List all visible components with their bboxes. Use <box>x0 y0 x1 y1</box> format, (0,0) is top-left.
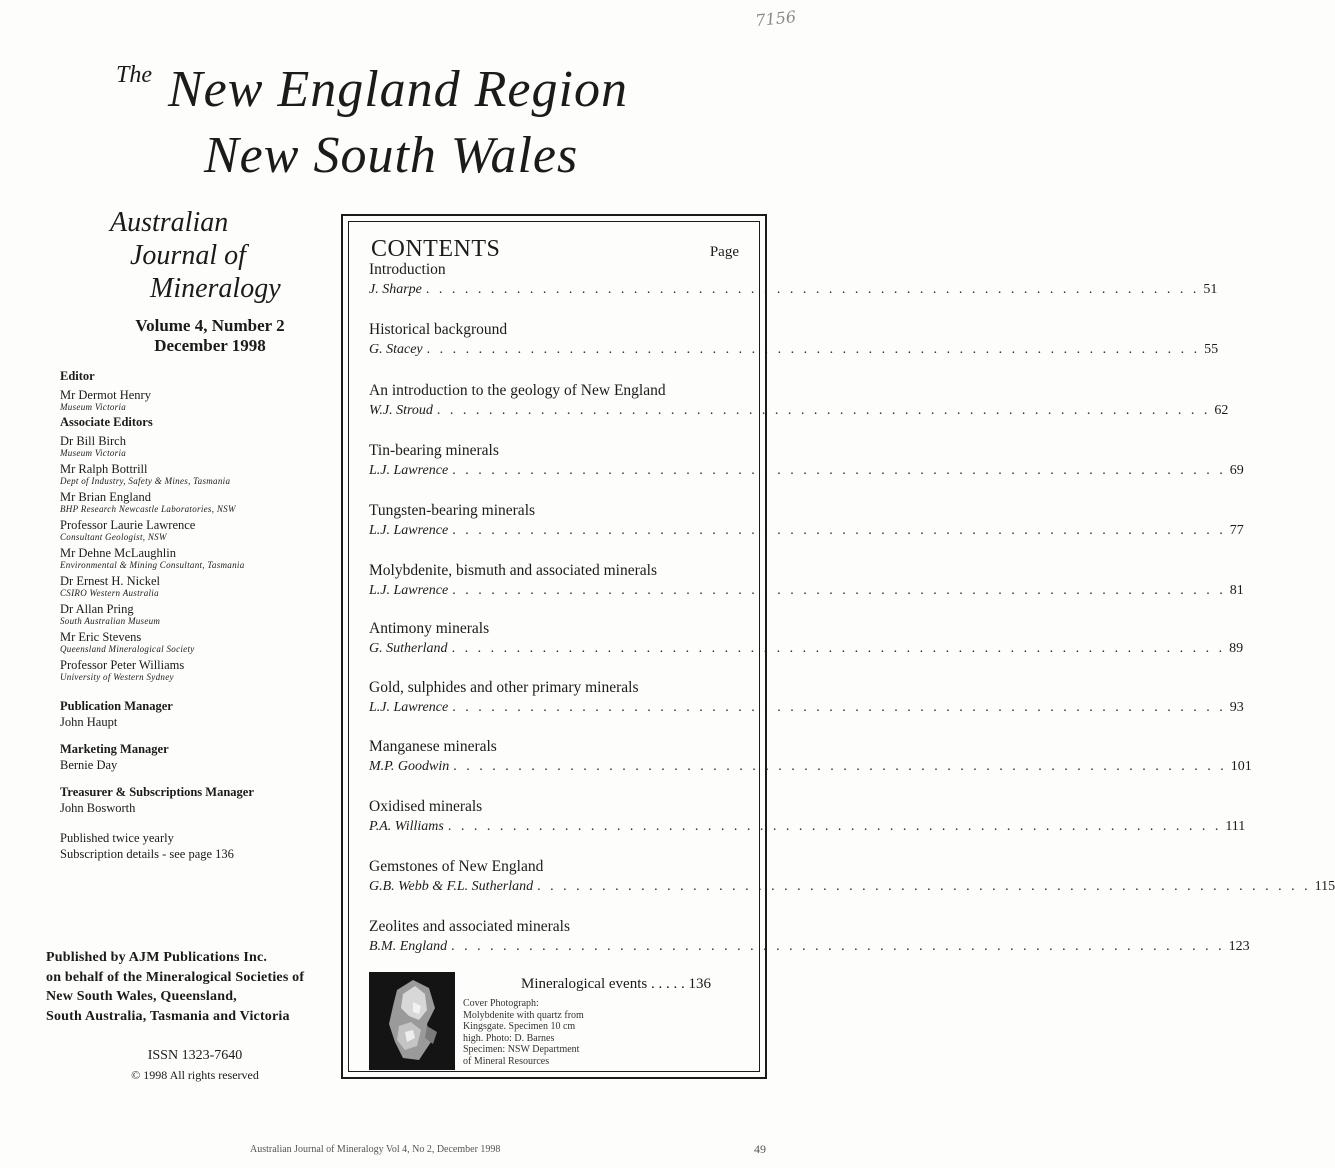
entry-page: 69 <box>1229 463 1244 478</box>
copyright: © 1998 All rights reserved <box>131 1068 259 1082</box>
dot-leader: . . . . . . . . . . . . . . . . . . . . . . . . . . . . . . . . . . . . . . . . . . . . . . . . . . . . . . . . . . . . <box>452 583 1226 598</box>
contents-inner-border <box>348 221 1335 1072</box>
entry-page: 93 <box>1229 700 1244 715</box>
entry-title: Manganese minerals <box>369 738 497 755</box>
associate-editor-name: Mr Dehne McLaughlin <box>60 546 176 560</box>
entry-line <box>369 759 1252 775</box>
editor-name: Mr Dermot Henry <box>60 388 151 402</box>
mineral-specimen-image <box>369 972 455 1070</box>
journal-name-line-2: Journal of <box>130 240 246 271</box>
entry-page: 62 <box>1214 403 1229 418</box>
contents-entry <box>369 261 1218 298</box>
published-frequency: Published twice yearly <box>60 831 174 845</box>
entry-author: L.J. Lawrence <box>369 463 449 478</box>
entry-page: 77 <box>1229 523 1244 538</box>
entry-author: G. Stacey <box>369 342 423 357</box>
contents-entry <box>369 858 1335 895</box>
entry-line <box>369 523 1244 539</box>
cover-caption-line: high. Photo: D. Barnes <box>463 1032 555 1044</box>
entry-line <box>369 282 1218 298</box>
publisher-line-4: South Australia, Tasmania and Victoria <box>46 1008 290 1024</box>
entry-title: Molybdenite, bismuth and associated minerals <box>369 562 657 579</box>
associate-editor-name: Mr Ralph Bottrill <box>60 462 148 476</box>
marketing-manager-heading: Marketing Manager <box>60 742 169 756</box>
subscription-details: Subscription details - see page 136 <box>60 847 234 861</box>
dot-leader: . . . . . <box>650 976 689 992</box>
issn: ISSN 1323-7640 <box>147 1048 243 1063</box>
events-title: Mineralogical events <box>521 976 648 992</box>
associate-editor-name: Dr Allan Pring <box>60 602 134 616</box>
issue-date: December 1998 <box>154 336 266 355</box>
contents-heading: CONTENTS <box>371 236 501 262</box>
cover-caption-line: Molybdenite with quartz from <box>463 1009 584 1021</box>
entry-author: L.J. Lawrence <box>369 700 449 715</box>
entry-author: J. Sharpe <box>369 282 422 297</box>
contents-entry <box>369 562 1244 599</box>
dot-leader: . . . . . . . . . . . . . . . . . . . . . . . . . . . . . . . . . . . . . . . . . . . . . . . . . . . . . . . . . . . . <box>451 939 1225 954</box>
entry-title: Tungsten-bearing minerals <box>369 502 536 519</box>
entry-line <box>369 879 1335 895</box>
publisher-line-1: Published by AJM Publications Inc. <box>46 950 268 965</box>
entry-line <box>369 819 1246 835</box>
entry-author: G. Sutherland <box>369 641 448 656</box>
journal-name-line-1: Australian <box>110 207 229 238</box>
entry-page: 115 <box>1314 879 1335 894</box>
entry-line <box>369 342 1219 358</box>
entry-author: B.M. England <box>369 939 448 954</box>
contents-entry <box>369 321 1219 358</box>
cover-caption-line: Kingsgate. Specimen 10 cm <box>463 1021 576 1032</box>
entry-author: L.J. Lawrence <box>369 583 449 598</box>
entry-line <box>369 939 1250 955</box>
cover-caption <box>463 998 623 1067</box>
treasurer-heading: Treasurer & Subscriptions Manager <box>60 785 254 799</box>
contents-entry <box>369 679 1244 716</box>
journal-name <box>110 206 330 305</box>
publisher-line-3: New South Wales, Queensland, <box>46 989 237 1004</box>
entry-title: Historical background <box>369 321 508 338</box>
dot-leader: . . . . . . . . . . . . . . . . . . . . . . . . . . . . . . . . . . . . . . . . . . . . . . . . . . . . . . . . . . . . <box>426 342 1201 357</box>
contents-page-label: Page <box>709 244 739 260</box>
page-number: 49 <box>754 1142 766 1156</box>
journal-name-line-3: Mineralogy <box>150 273 281 304</box>
entry-page: 55 <box>1204 342 1219 357</box>
entry-page: 101 <box>1230 759 1252 774</box>
contents-entry <box>369 918 1250 955</box>
volume-number: Volume 4, Number 2 <box>135 316 285 335</box>
associate-editor-affiliation: CSIRO Western Australia <box>60 588 159 598</box>
associate-editor-affiliation: Consultant Geologist, NSW <box>60 532 167 542</box>
dot-leader: . . . . . . . . . . . . . . . . . . . . . . . . . . . . . . . . . . . . . . . . . . . . . . . . . . . . . . . . . . . . <box>447 819 1222 834</box>
events-entry <box>521 976 747 993</box>
entry-line <box>369 583 1244 599</box>
contents-entry <box>369 502 1244 539</box>
entry-author: L.J. Lawrence <box>369 523 449 538</box>
entry-line <box>369 641 1244 657</box>
entry-page: 81 <box>1229 583 1244 598</box>
treasurer-name: John Bosworth <box>60 801 136 815</box>
dot-leader: . . . . . . . . . . . . . . . . . . . . . . . . . . . . . . . . . . . . . . . . . . . . . . . . . . . . . . . . . . . . <box>451 641 1226 656</box>
publisher-line-2: on behalf of the Mineralogical Societies of <box>46 969 305 985</box>
associate-editor-name: Dr Ernest H. Nickel <box>60 574 160 588</box>
dot-leader: . . . . . . . . . . . . . . . . . . . . . . . . . . . . . . . . . . . . . . . . . . . . . . . . . . . . . . . . . . . . <box>452 523 1226 538</box>
contents-entry <box>369 382 1229 419</box>
handwritten-note: 7156 <box>754 6 797 31</box>
associate-editor-affiliation: Environmental & Mining Consultant, Tasmania <box>60 560 245 570</box>
associate-editor-name: Mr Eric Stevens <box>60 630 142 644</box>
associate-editor-name: Mr Brian England <box>60 490 151 504</box>
dot-leader: . . . . . . . . . . . . . . . . . . . . . . . . . . . . . . . . . . . . . . . . . . . . . . . . . . . . . . . . . . . . <box>452 463 1226 478</box>
associate-editor-affiliation: Dept of Industry, Safety & Mines, Tasmania <box>60 476 231 486</box>
cover-caption-line: Specimen: NSW Department <box>463 1044 580 1055</box>
volume-info <box>100 316 320 356</box>
associate-editor-name: Professor Laurie Lawrence <box>60 518 196 532</box>
dot-leader: . . . . . . . . . . . . . . . . . . . . . . . . . . . . . . . . . . . . . . . . . . . . . . . . . . . . . . . . . . . . <box>453 759 1227 774</box>
marketing-manager-name: Bernie Day <box>60 758 118 772</box>
publisher-statement <box>46 948 336 1026</box>
publication-manager-name: John Haupt <box>60 715 118 729</box>
dot-leader: . . . . . . . . . . . . . . . . . . . . . . . . . . . . . . . . . . . . . . . . . . . . . . . . . . . . . . . . . . . . <box>452 700 1226 715</box>
entry-author: M.P. Goodwin <box>369 759 450 774</box>
magazine-title <box>110 56 750 196</box>
running-footer: Australian Journal of Mineralogy Vol 4, No 2, December 1998 <box>250 1144 501 1155</box>
editor-heading: Editor <box>60 369 95 383</box>
associate-editor-affiliation: Museum Victoria <box>60 448 127 458</box>
entry-page: 123 <box>1228 939 1250 954</box>
dot-leader: . . . . . . . . . . . . . . . . . . . . . . . . . . . . . . . . . . . . . . . . . . . . . . . . . . . . . . . . . . . . <box>425 282 1200 297</box>
cover-caption-line: of Mineral Resources <box>463 1055 550 1067</box>
entry-title: Oxidised minerals <box>369 798 483 815</box>
dot-leader: . . . . . . . . . . . . . . . . . . . . . . . . . . . . . . . . . . . . . . . . . . . . . . . . . . . . . . . . . . . . <box>537 879 1311 894</box>
events-page: 136 <box>688 976 711 992</box>
contents-entry <box>369 442 1244 479</box>
entry-author: W.J. Stroud <box>369 403 433 418</box>
entry-author: G.B. Webb & F.L. Sutherland <box>369 879 534 894</box>
contents-entry <box>369 620 1244 657</box>
associate-editor-name: Professor Peter Williams <box>60 658 185 672</box>
entry-page: 111 <box>1225 819 1246 834</box>
publication-manager-heading: Publication Manager <box>60 699 173 713</box>
entry-line <box>369 403 1229 419</box>
entry-line <box>369 700 1244 716</box>
entry-title: Zeolites and associated minerals <box>369 918 571 935</box>
entry-title: Tin-bearing minerals <box>369 442 499 459</box>
editor-affiliation: Museum Victoria <box>60 402 127 412</box>
cover-photo-thumbnail <box>369 972 455 1070</box>
title-line-2: New South Wales <box>204 127 579 184</box>
associate-editors-heading: Associate Editors <box>60 415 153 429</box>
associate-editor-name: Dr Bill Birch <box>60 434 126 448</box>
entry-title: Antimony minerals <box>369 620 490 637</box>
dot-leader: . . . . . . . . . . . . . . . . . . . . . . . . . . . . . . . . . . . . . . . . . . . . . . . . . . . . . . . . . . . . <box>436 403 1211 418</box>
associate-editor-affiliation: Queensland Mineralogical Society <box>60 644 195 654</box>
contents-entry <box>369 738 1252 775</box>
entry-title: Gemstones of New England <box>369 858 544 875</box>
entry-title: Introduction <box>369 261 446 278</box>
entry-author: P.A. Williams <box>369 819 444 834</box>
entry-line <box>369 463 1244 479</box>
title-line-1: New England Region <box>168 61 628 118</box>
title-the: The <box>116 62 152 88</box>
contents-box <box>341 214 1335 1079</box>
entry-title: An introduction to the geology of New England <box>369 382 666 399</box>
associate-editor-affiliation: BHP Research Newcastle Laboratories, NSW <box>60 504 236 514</box>
contents-entry <box>369 798 1246 835</box>
entry-title: Gold, sulphides and other primary minerals <box>369 679 639 696</box>
associate-editor-affiliation: University of Western Sydney <box>60 672 174 682</box>
associate-editor-affiliation: South Australian Museum <box>60 616 161 626</box>
entry-page: 89 <box>1229 641 1244 656</box>
cover-caption-line: Cover Photograph: <box>463 998 539 1009</box>
entry-page: 51 <box>1203 282 1218 297</box>
masthead <box>60 368 330 861</box>
